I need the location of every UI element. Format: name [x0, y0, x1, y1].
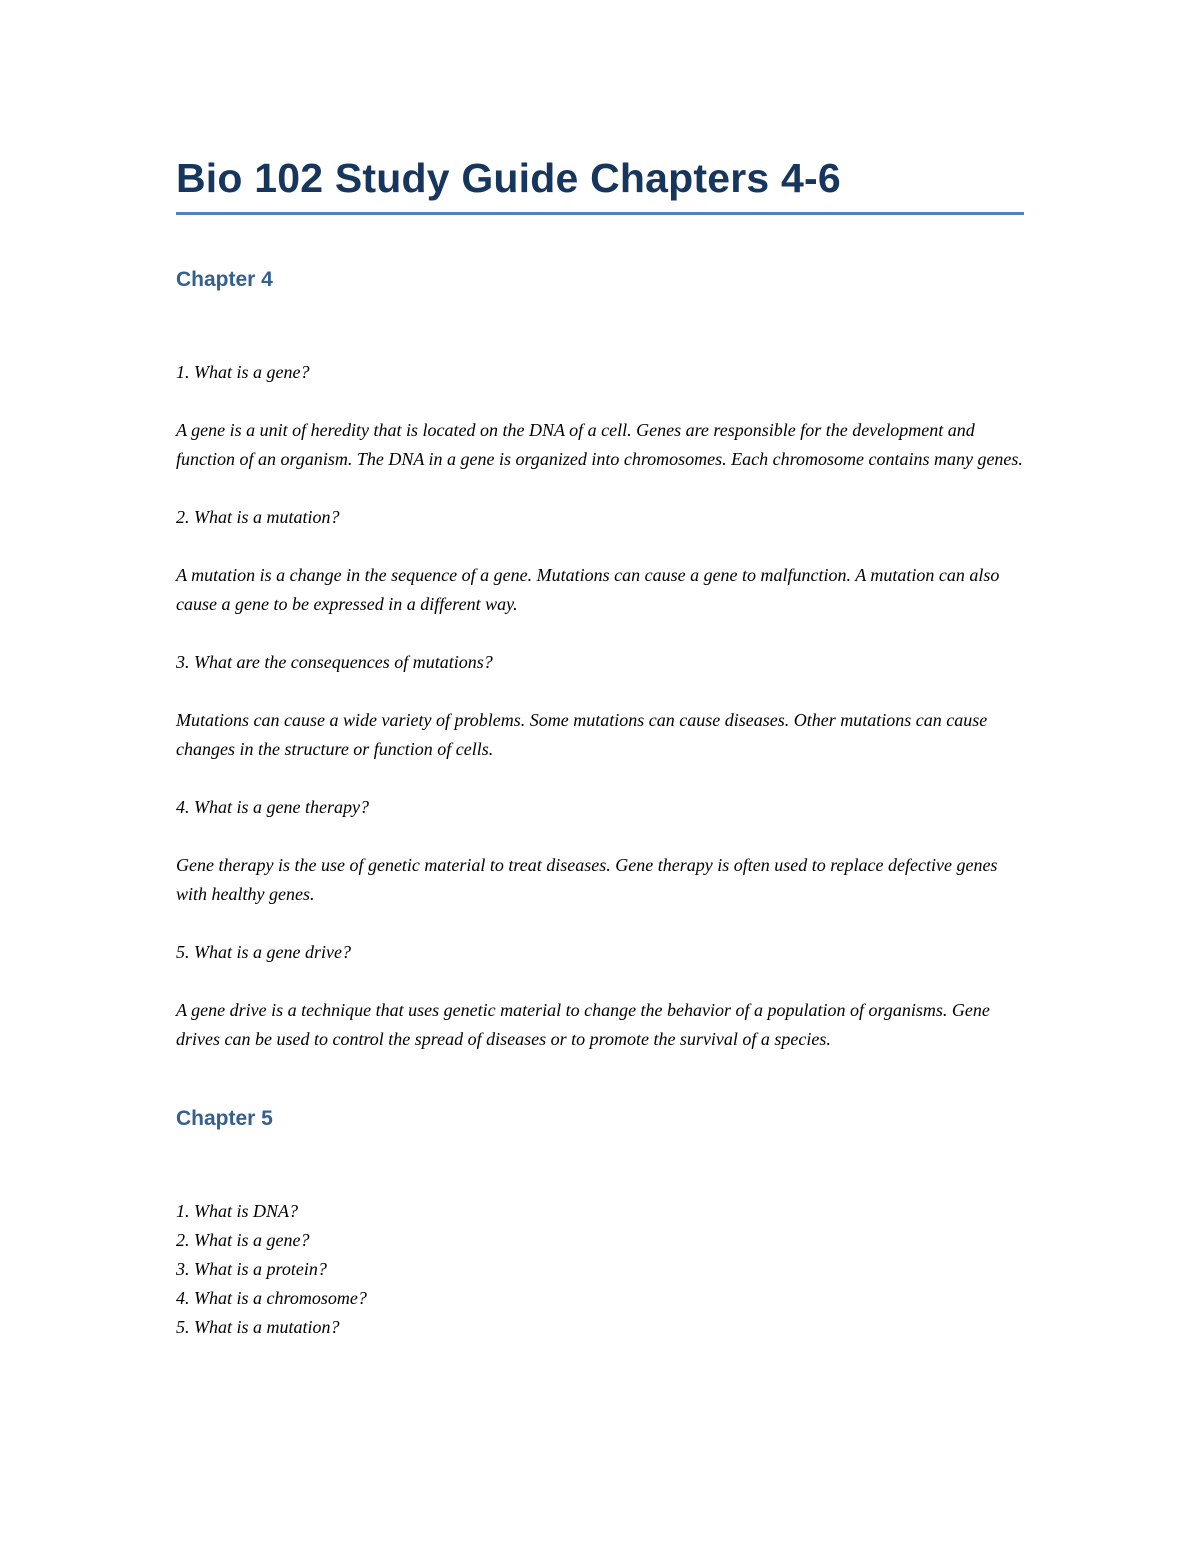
chapter-4-qa-list	[176, 358, 1024, 1054]
answer: A mutation is a change in the sequence of a gene. Mutations can cause a gene to malfunction. A mutation can also cause a gene to be expressed in a different way.	[176, 565, 1000, 614]
question: 1. What is DNA?	[176, 1201, 299, 1221]
qa-item	[176, 938, 1024, 1054]
question: 4. What is a chromosome?	[176, 1288, 367, 1308]
chapter-5-heading: Chapter 5	[176, 1107, 273, 1130]
qa-item	[176, 793, 1024, 909]
document-content	[176, 150, 1024, 1342]
chapter-5-question-list	[176, 1197, 1024, 1342]
answer: A gene is a unit of heredity that is located on the DNA of a cell. Genes are responsible for the development and function of an organism. The DNA in a gene is organized into chromosomes. Each chromosome contains many genes.	[176, 420, 1023, 469]
question: 4. What is a gene therapy?	[176, 797, 369, 817]
question: 1. What is a gene?	[176, 362, 310, 382]
question: 3. What are the consequences of mutations?	[176, 652, 493, 672]
document-title: Bio 102 Study Guide Chapters 4-6	[176, 155, 841, 201]
qa-item	[176, 503, 1024, 619]
answer: A gene drive is a technique that uses genetic material to change the behavior of a population of organisms. Gene drives can be used to control the spread of diseases or to promote the survival of a species.	[176, 1000, 990, 1049]
question: 5. What is a mutation?	[176, 1317, 340, 1337]
chapter-4-heading: Chapter 4	[176, 268, 273, 291]
chapter-5-section	[176, 1104, 1024, 1342]
chapter-4-section	[176, 265, 1024, 1054]
question: 2. What is a gene?	[176, 1230, 310, 1250]
question: 3. What is a protein?	[176, 1259, 327, 1279]
title-underline	[176, 212, 1024, 215]
qa-item	[176, 358, 1024, 474]
answer: Mutations can cause a wide variety of problems. Some mutations can cause diseases. Other mutations can cause changes in the structure or function of cells.	[176, 710, 988, 759]
qa-item	[176, 648, 1024, 764]
answer: Gene therapy is the use of genetic material to treat diseases. Gene therapy is often used to replace defective genes with healthy genes.	[176, 855, 998, 904]
question: 5. What is a gene drive?	[176, 942, 351, 962]
question: 2. What is a mutation?	[176, 507, 340, 527]
